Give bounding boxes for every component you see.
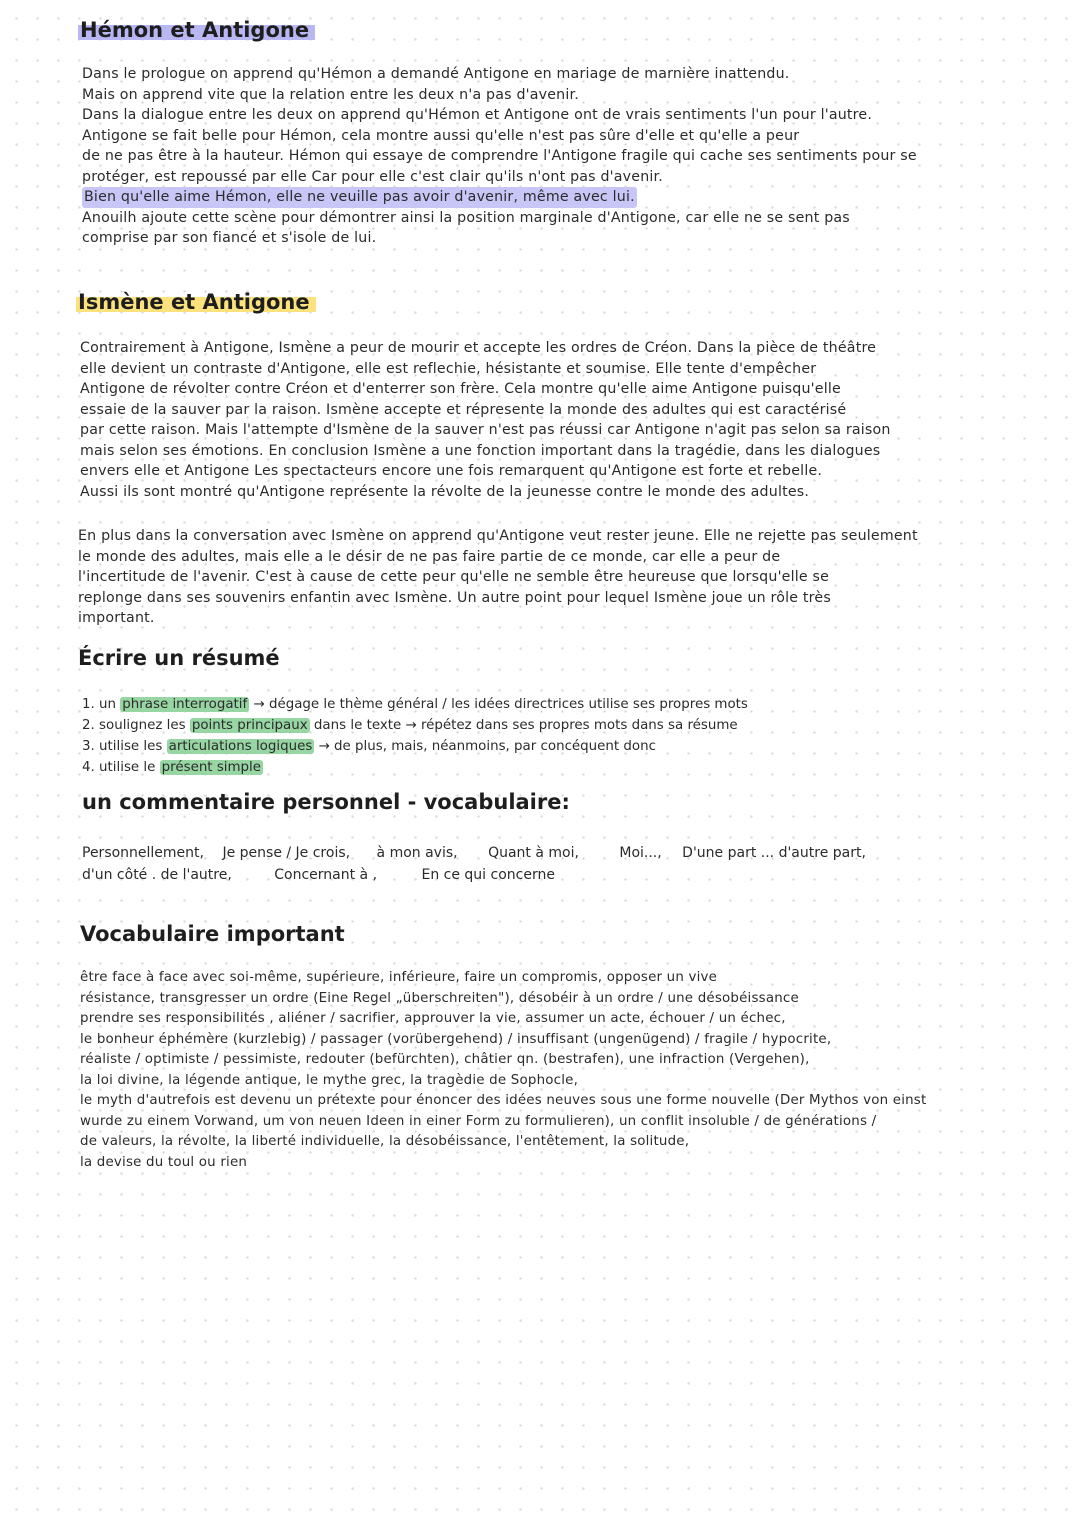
- step-highlight: points principaux: [191, 718, 308, 733]
- step-highlight: présent simple: [161, 760, 262, 775]
- step-text: soulignez les: [99, 718, 186, 733]
- text-line: Aussi ils sont montré qu'Antigone représente la révolte de la jeunesse contre le monde des adultes.: [80, 483, 810, 500]
- text-line: Antigone se fait belle pour Hémon, cela montre aussi qu'elle n'est pas sûre d'elle et qu'elle a peur: [82, 127, 800, 144]
- text-line: Contrairement à Antigone, Ismène a peur de mourir et accepte les ordres de Créon. Dans la pièce de théâtre: [80, 340, 877, 356]
- text-line: envers elle et Antigone Les spectacteurs encore une fois remarquent qu'Antigone est forte et rebelle.: [80, 463, 823, 479]
- step-item: [82, 715, 748, 736]
- phrase: Personnellement,: [82, 845, 204, 861]
- text-line: réaliste / optimiste / pessimiste, redouter (befürchten), châtier qn. (bestrafen), une infraction (Vergehen),: [80, 1052, 810, 1067]
- text-line: essaie de la sauver par la raison. Ismène accepte et répresente la monde des adultes qui est caractérisé: [80, 401, 847, 418]
- text-line: Antigone de révolter contre Créon et d'enterrer son frère. Cela montre qu'elle aime Antigone puisqu'elle: [80, 381, 841, 397]
- text-line: le myth d'autrefois est devenu un prétexte pour énoncer des idées neuves sous une forme nouvelle (Der Mythos von einst: [80, 1093, 927, 1108]
- phrase: Quant à moi,: [488, 845, 579, 861]
- phrase: à mon avis,: [376, 845, 458, 861]
- step-item: [82, 694, 748, 715]
- text-line: replonge dans ses souvenirs enfantin avec Ismène. Un autre point pour lequel Ismène joue un rôle très: [78, 589, 831, 606]
- step-text: un: [99, 697, 117, 712]
- text-line: résistance, transgresser un ordre (Eine Regel „überschreiten"), désobéir à un ordre / une désobéissance: [80, 990, 799, 1006]
- text-line-highlighted: Bien qu'elle aime Hémon, elle ne veuille pas avoir d'avenir, même avec lui.: [82, 187, 637, 208]
- phrase: En ce qui concerne: [421, 867, 555, 883]
- step-highlight: phrase interrogatif: [122, 697, 248, 712]
- ismene-text-1: [80, 338, 891, 502]
- phrase: Moi...,: [619, 845, 662, 861]
- text-line: Dans le prologue on apprend qu'Hémon a demandé Antigone en mariage de marnière inattendu.: [82, 66, 790, 82]
- commentaire-row-1: [82, 843, 866, 864]
- section-title-vocab: Vocabulaire important: [80, 922, 345, 946]
- text-line: l'incertitude de l'avenir. C'est à cause de cette peur qu'elle ne semble être heureuse que lorsqu'elle se: [78, 569, 830, 585]
- text-line: par cette raison. Mais l'attempte d'Ismène de la sauver n'est pas réussi car Antigone n'agit pas selon sa raison: [80, 422, 891, 438]
- text-line: le bonheur éphémère (kurzlebig) / passager (vorübergehend) / insuffisant (ungenügend) / fragile / hypocrite,: [80, 1031, 832, 1047]
- phrase: D'une part ... d'autre part,: [682, 845, 866, 861]
- text-line: le monde des adultes, mais elle a le désir de ne pas faire partie de ce monde, car elle a peur de: [78, 548, 781, 565]
- text-line: prendre ses responsibilités , aliéner / sacrifier, approuver la vie, assumer un acte, échouer / un échec,: [80, 1011, 786, 1026]
- text-line: Mais on apprend vite que la relation entre les deux n'a pas d'avenir.: [82, 86, 579, 103]
- step-number: 3.: [82, 739, 95, 754]
- text-line: Anouilh ajoute cette scène pour démontrer ainsi la position marginale d'Antigone, car elle ne se sent pas: [82, 209, 850, 226]
- ismene-text-2: [78, 526, 918, 629]
- section-title-hemon: Hémon et Antigone: [78, 18, 315, 42]
- phrase: Concernant à ,: [274, 867, 378, 883]
- section-title-resume: Écrire un résumé: [78, 646, 280, 670]
- step-text: utilise les: [99, 739, 163, 754]
- step-item: [82, 736, 748, 757]
- step-number: 1.: [82, 697, 95, 712]
- step-highlight: articulations logiques: [168, 739, 313, 754]
- text-line: la devise du toul ou rien: [80, 1154, 248, 1170]
- text-line: En plus dans la conversation avec Ismène on apprend qu'Antigone veut rester jeune. Elle ne rejette pas seulement: [78, 528, 918, 544]
- text-line: de ne pas être à la hauteur. Hémon qui essaye de comprendre l'Antigone fragile qui cache ses sentiments pour se: [82, 148, 917, 164]
- section-title-ismene: Ismène et Antigone: [76, 290, 316, 314]
- text-line: comprise par son fiancé et s'isole de lui.: [82, 230, 377, 246]
- resume-steps: [82, 694, 748, 778]
- text-line: mais selon ses émotions. En conclusion Ismène a une fonction important dans la tragédie, dans les dialogues: [80, 442, 881, 459]
- text-line: être face à face avec soi-même, supérieure, inférieure, faire un compromis, opposer un vive: [80, 970, 718, 985]
- commentaire-row-2: [82, 865, 555, 886]
- hemon-text: [82, 64, 917, 249]
- step-number: 4.: [82, 760, 95, 775]
- section-title-commentaire: un commentaire personnel - vocabulaire:: [82, 790, 570, 814]
- step-text: → de plus, mais, néanmoins, par concéquent donc: [318, 739, 656, 754]
- step-number: 2.: [82, 718, 95, 733]
- text-line: Dans la dialogue entre les deux on apprend qu'Hémon et Antigone ont de vrais sentiments l'un pour l'autre.: [82, 107, 873, 123]
- step-item: [82, 757, 748, 778]
- text-line: de valeurs, la révolte, la liberté individuelle, la désobéissance, l'entêtement, la solitude,: [80, 1134, 690, 1149]
- step-text: → dégage le thème général / les idées directrices utilise ses propres mots: [253, 697, 748, 712]
- step-text: dans le texte → répétez dans ses propres mots dans sa résume: [313, 718, 738, 733]
- step-text: utilise le: [99, 760, 156, 775]
- text-line: elle devient un contraste d'Antigone, elle est reflechie, hésistante et soumise. Elle tente d'empêcher: [80, 360, 817, 377]
- vocab-text: [80, 968, 926, 1173]
- text-line: wurde zu einem Vorwand, um von neuen Ideen in einer Form zu formulieren), un conflit insoluble / de générations /: [80, 1113, 877, 1129]
- phrase: d'un côté . de l'autre,: [82, 867, 232, 883]
- phrase: Je pense / Je crois,: [222, 845, 351, 861]
- text-line: protéger, est repoussé par elle Car pour elle c'est clair qu'ils n'ont pas d'avenir.: [82, 168, 663, 185]
- text-line: important.: [78, 610, 155, 626]
- text-line: la loi divine, la légende antique, le mythe grec, la tragèdie de Sophocle,: [80, 1072, 579, 1088]
